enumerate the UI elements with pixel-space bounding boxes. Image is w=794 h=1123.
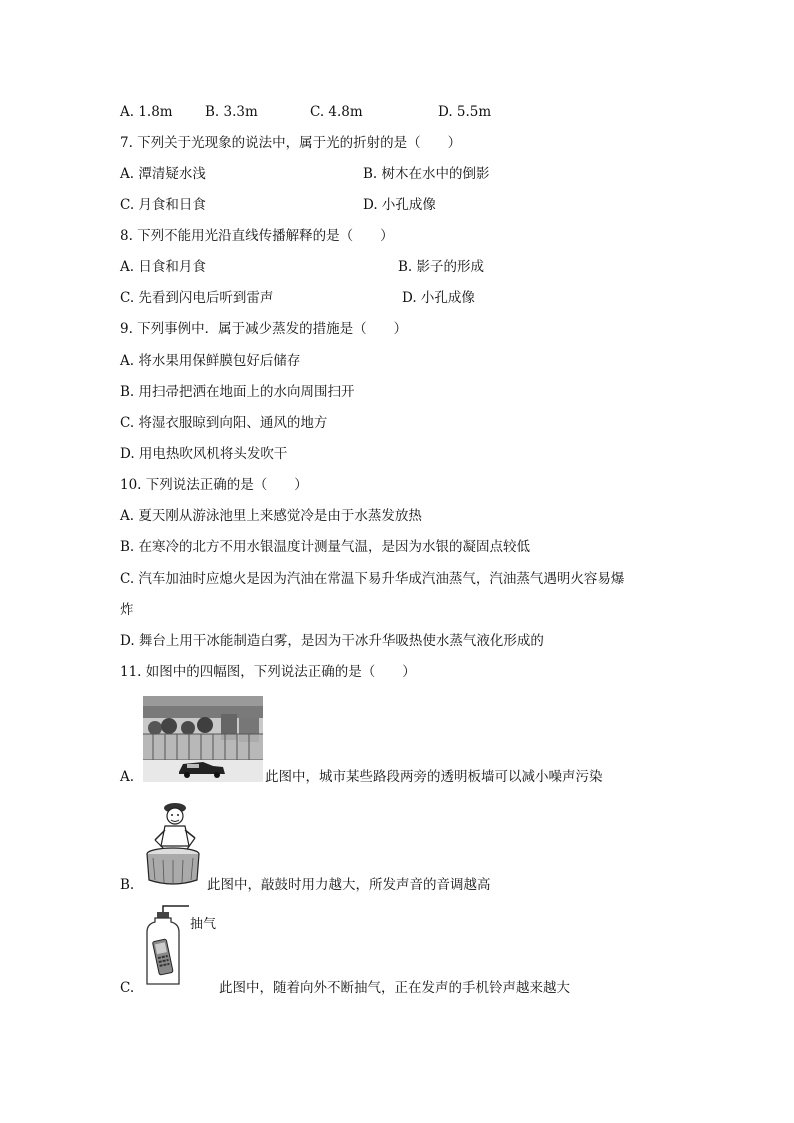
q7-stem: 7. 下列关于光现象的说法中，属于光的折射的是（ ） [120,135,462,151]
pump-air-label: 抽气 [190,917,217,932]
drum-player-image [143,796,207,888]
q10-stem: 10. 下列说法正确的是（ ） [120,477,308,493]
q9-option-b: B. 用扫帚把洒在地面上的水向周围扫开 [120,384,355,400]
q9-option-a: A. 将水果用保鲜膜包好后储存 [120,353,301,369]
q8-option-a: A. 日食和月食 [120,259,206,275]
q7-option-c: C. 月食和日食 [120,197,206,213]
q11-stem: 11. 如图中的四幅图，下列说法正确的是（ ） [120,664,416,680]
q10-option-c-continued: 炸 [120,602,134,618]
q10-option-b: B. 在寒冷的北方不用水银温度计测量气温，是因为水银的凝固点较低 [120,539,531,555]
q8-option-c: C. 先看到闪电后听到雷声 [120,290,274,306]
q6-option-c: C. 4.8m [310,104,363,120]
q11-option-b-text: 此图中，敲鼓时用力越大，所发声音的音调越高 [207,877,491,893]
q9-option-c: C. 将湿衣服晾到向阳、通风的地方 [120,415,328,431]
q8-option-b: B. 影子的形成 [398,259,485,275]
q11-option-c-label: C. [120,980,135,996]
q10-option-a: A. 夏天刚从游泳池里上来感觉冷是由于水蒸发放热 [120,508,422,524]
q11-option-a-text: 此图中，城市某些路段两旁的透明板墙可以减小噪声污染 [265,769,603,785]
q7-option-b: B. 树木在水中的倒影 [363,166,490,182]
q10-option-d: D. 舞台上用干冰能制造白雾，是因为干冰升华吸热使水蒸气液化形成的 [120,633,544,649]
bell-jar-phone-image [143,902,219,988]
q9-option-d: D. 用电热吹风机将头发吹干 [120,446,288,462]
q8-option-d: D. 小孔成像 [402,290,475,306]
q6-option-a: A. 1.8m [120,104,173,120]
q8-stem: 8. 下列不能用光沿直线传播解释的是（ ） [120,228,394,244]
q11-option-c-text: 此图中，随着向外不断抽气，正在发声的手机铃声越来越大 [219,980,570,996]
q7-option-d: D. 小孔成像 [363,197,436,213]
q9-stem: 9. 下列事例中．属于减少蒸发的措施是（ ） [120,321,408,337]
q11-option-b-label: B. [120,877,135,893]
q6-option-d: D. 5.5m [438,104,492,120]
q10-option-c: C. 汽车加油时应熄火是因为汽油在常温下易升华成汽油蒸气，汽油蒸气遇明火容易爆 [120,571,625,587]
q6-option-b: B. 3.3m [205,104,258,120]
q11-option-a-label: A. [120,769,135,785]
noise-barrier-street-image [143,696,263,782]
q7-option-a: A. 潭清疑水浅 [120,166,206,182]
